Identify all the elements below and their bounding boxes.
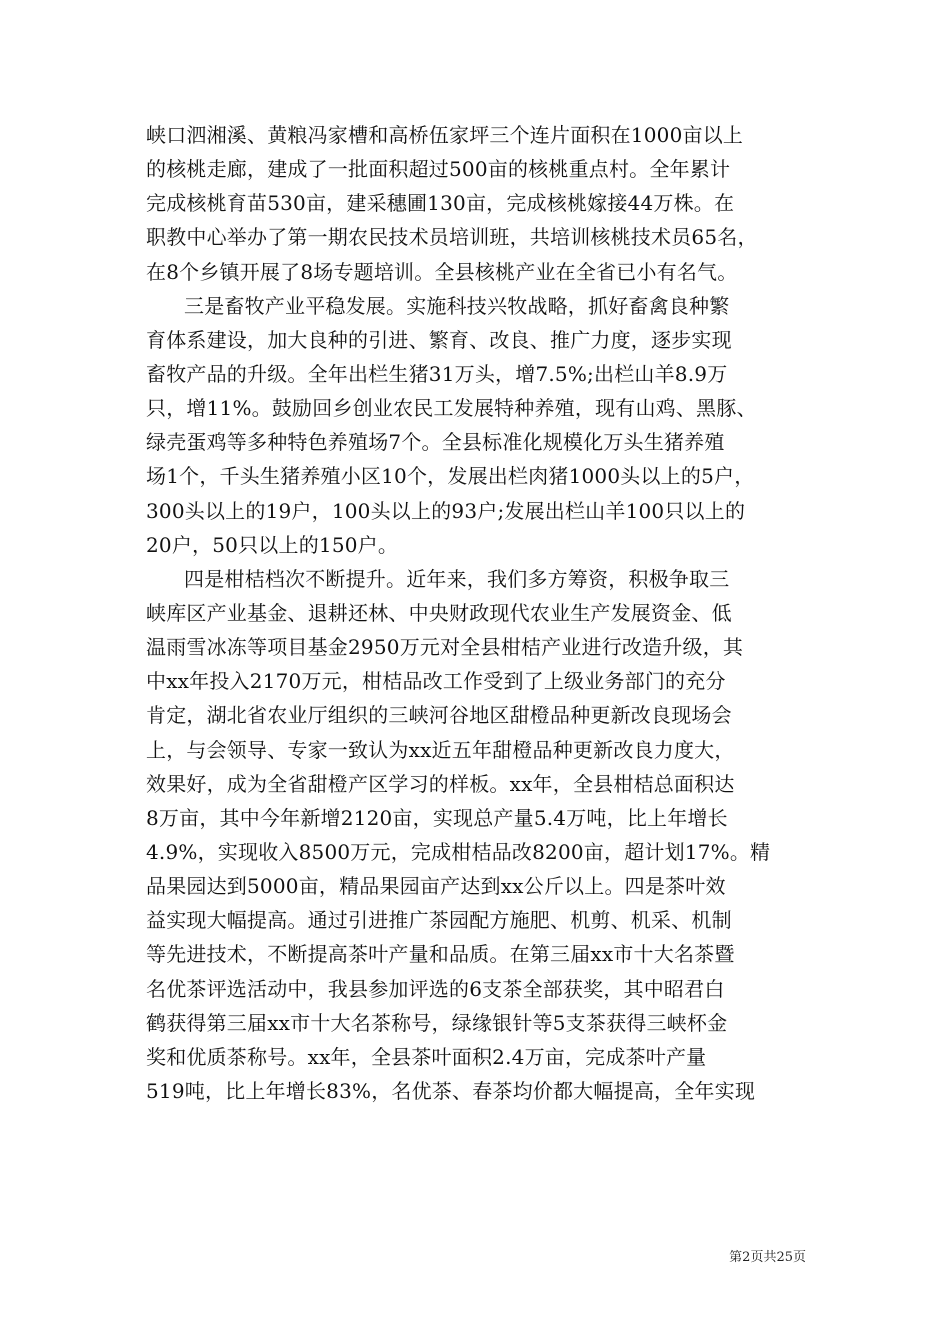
text-line: 上，与会领导、专家一致认为xx近五年甜橙品种更新改良力度大， [146,737,735,762]
text-line: 峡口泗湘溪、黄粮冯家槽和高桥伍家坪三个连片面积在1000亩以上 [146,123,744,147]
text-line: 峡库区产业基金、退耕还林、中央财政现代农业生产发展资金、低 [146,600,732,625]
text-line: 职教中心举办了第一期农民技术员培训班，共培训核桃技术员65名， [146,225,758,250]
text-line: 肯定，湖北省农业厅组织的三峡河谷地区甜橙品种更新改良现场会 [146,703,732,728]
text-line: 畜牧产品的升级。全年出栏生猪31万头，增7.5%;出栏山羊8.9万 [146,361,728,386]
text-line: 绿壳蛋鸡等多种特色养殖场7个。全县标准化规模化万头生猪养殖 [146,430,725,455]
page-number: 第2页共25页 [729,1250,806,1265]
text-line: 完成核桃育苗530亩，建采穗圃130亩，完成核桃嫁接44万株。在 [146,191,735,216]
text-line: 只，增11%。鼓励回乡创业农民工发展特种养殖，现有山鸡、黑豚、 [146,396,757,421]
text-line: 300头以上的19户，100头以上的93户;发展出栏山羊100只以上的 [146,498,746,523]
paragraph-start-line: 三是畜牧产业平稳发展。实施科技兴牧战略，抓好畜禽良种繁 [184,293,730,318]
text-line: 中xx年投入2170万元，柑桔品改工作受到了上级业务部门的充分 [146,669,726,694]
text-line: 20户，50只以上的150户。 [146,532,399,557]
text-line: 育体系建设，加大良种的引进、繁育、改良、推广力度，逐步实现 [146,327,732,352]
text-line: 奖和优质茶称号。xx年，全县茶叶面积2.4万亩，完成茶叶产量 [146,1044,707,1069]
text-line: 4.9%，实现收入8500万元，完成柑桔品改8200亩，超计划17%。精 [146,839,771,864]
paragraph-start-line: 四是柑桔档次不断提升。近年来，我们多方筹资，积极争取三 [184,566,730,591]
text-line: 8万亩，其中今年新增2120亩，实现总产量5.4万吨，比上年增长 [146,805,728,830]
text-line: 益实现大幅提高。通过引进推广茶园配方施肥、机剪、机采、机制 [146,908,732,933]
text-line: 的核桃走廊，建成了一批面积超过500亩的核桃重点村。全年累计 [146,157,731,182]
text-line: 品果园达到5000亩，精品果园亩产达到xx公斤以上。四是茶叶效 [146,874,726,899]
text-line: 场1个，千头生猪养殖小区10个，发展出栏肉猪1000头以上的5户， [146,464,755,489]
text-line: 等先进技术，不断提高茶叶产量和品质。在第三届xx市十大名茶暨 [146,942,735,967]
text-line: 名优茶评选活动中，我县参加评选的6支茶全部获奖，其中昭君白 [146,976,725,1001]
text-line: 在8个乡镇开展了8场专题培训。全县核桃产业在全省已小有名气。 [146,259,738,284]
text-line: 鹤获得第三届xx市十大名茶称号，绿缘银针等5支茶获得三峡杯金 [146,1010,728,1035]
text-line: 效果好，成为全省甜橙产区学习的样板。xx年，全县柑桔总面积达 [146,771,735,796]
text-line: 温雨雪冰冻等项目基金2950万元对全县柑桔产业进行改造升级，其 [146,635,744,660]
text-line: 519吨，比上年增长83%，名优茶、春茶均价都大幅提高，全年实现 [146,1078,756,1103]
body-text [146,118,806,1108]
